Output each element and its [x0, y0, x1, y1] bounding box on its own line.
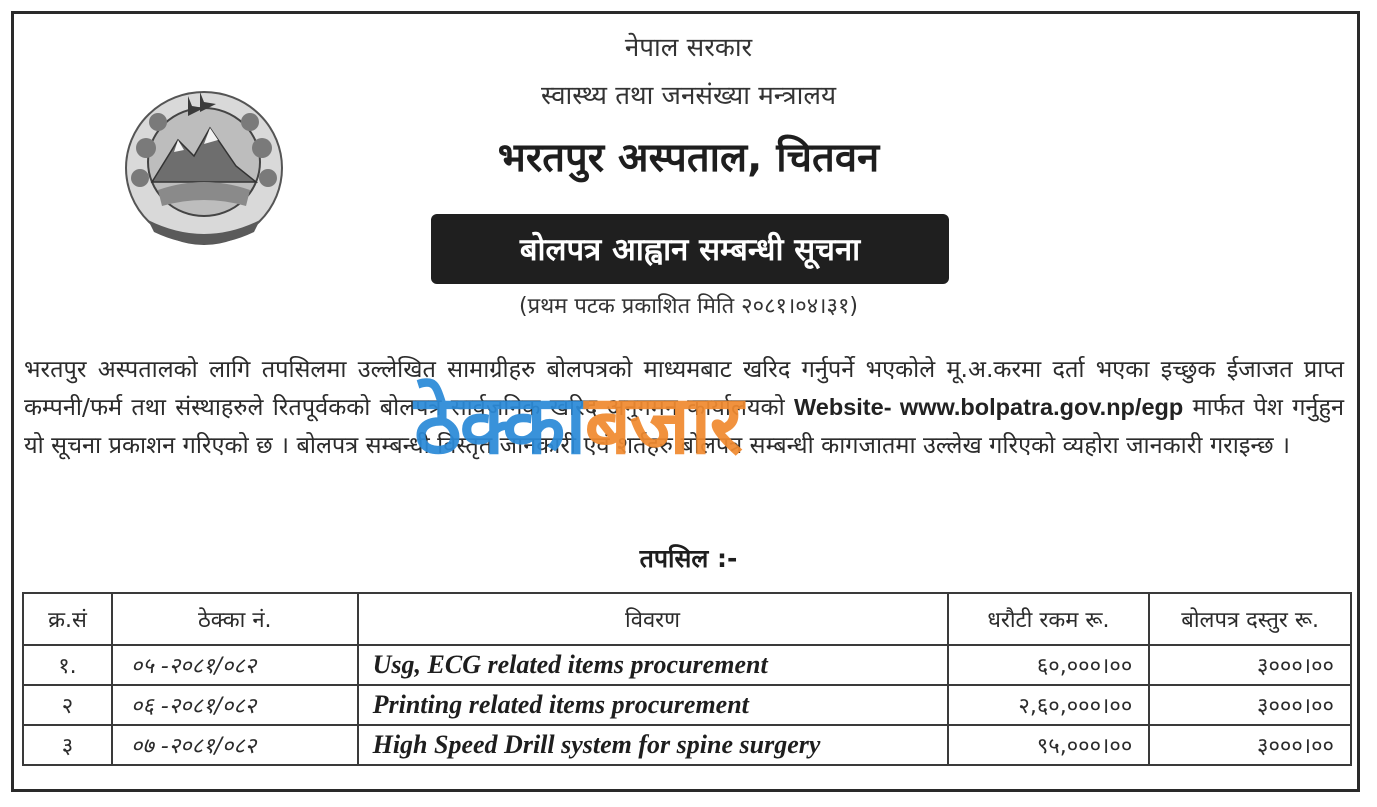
cell-deposit: ९५,०००।०० [948, 725, 1150, 765]
government-name: नेपाल सरकार [624, 33, 753, 63]
column-header-sn: क्र.सं [23, 593, 112, 645]
cell-deposit: ६०,०००।०० [948, 645, 1150, 685]
cell-fee: ३०००।०० [1149, 725, 1351, 765]
cell-sn: १. [23, 645, 112, 685]
published-date: (प्रथम पटक प्रकाशित मिति २०८१।०४।३१) [519, 294, 858, 319]
cell-description: High Speed Drill system for spine surgery [358, 725, 948, 765]
column-header-contract-no: ठेक्का नं. [112, 593, 358, 645]
schedule-label: तपसिल :- [639, 544, 738, 573]
column-header-description: विवरण [358, 593, 948, 645]
table-row [23, 645, 1351, 685]
table-row [23, 725, 1351, 765]
cell-contract-no: ०५ -२०८१/०८२ [112, 645, 358, 685]
table-row [23, 685, 1351, 725]
cell-fee: ३०००।०० [1149, 645, 1351, 685]
hospital-name: भरतपुर अस्पताल, चितवन [497, 135, 880, 181]
ministry-name: स्वास्थ्य तथा जनसंख्या मन्त्रालय [540, 81, 837, 111]
watermark-part1: ठेक्का [414, 378, 585, 473]
watermark-part2: बजार [584, 378, 741, 473]
body-text-after: मार्फत पेश गर्नुहुन यो सूचना प्रकाशन गरिएको छ । बोलपत्र सम्बन्धी विस्तृत जानकारी एवं शर्तहरु बोलपत्र सम्बन्धी कागजातमा उल्लेख गरिएको व्यहोरा जानकारी गराइन्छ । [24, 393, 1344, 459]
cell-deposit: २,६०,०००।०० [948, 685, 1150, 725]
cell-sn: २ [23, 685, 112, 725]
watermark [414, 376, 741, 476]
cell-description: Printing related items procurement [358, 685, 948, 725]
notice-title: बोलपत्र आह्वान सम्बन्धी सूचना [519, 232, 861, 268]
notice-title-banner [431, 214, 949, 284]
cell-description: Usg, ECG related items procurement [358, 645, 948, 685]
website-link[interactable]: Website- www.bolpatra.gov.np/egp [794, 394, 1184, 420]
table-header-row [23, 593, 1351, 645]
body-text-before: भरतपुर अस्पतालको लागि तपसिलमा उल्लेखित सामाग्रीहरु बोलपत्रको माध्यमबाट खरिद गर्नुपर्ने भएकोले मू.अ.करमा दर्ता भएका इच्छुक ईजाजत प्राप्त कम्पनी/फर्म तथा संस्थाहरुले रितपूर्वकको बोलपत्र सार्वजनिक खरिद अनुगमन कार्यालयको [24, 355, 1344, 421]
cell-contract-no: ०६ -२०८१/०८२ [112, 685, 358, 725]
cell-sn: ३ [23, 725, 112, 765]
column-header-fee: बोलपत्र दस्तुर रू. [1149, 593, 1351, 645]
column-header-deposit: धरौटी रकम रू. [948, 593, 1150, 645]
tender-table [22, 592, 1352, 766]
cell-contract-no: ०७ -२०८१/०८२ [112, 725, 358, 765]
cell-fee: ३०००।०० [1149, 685, 1351, 725]
